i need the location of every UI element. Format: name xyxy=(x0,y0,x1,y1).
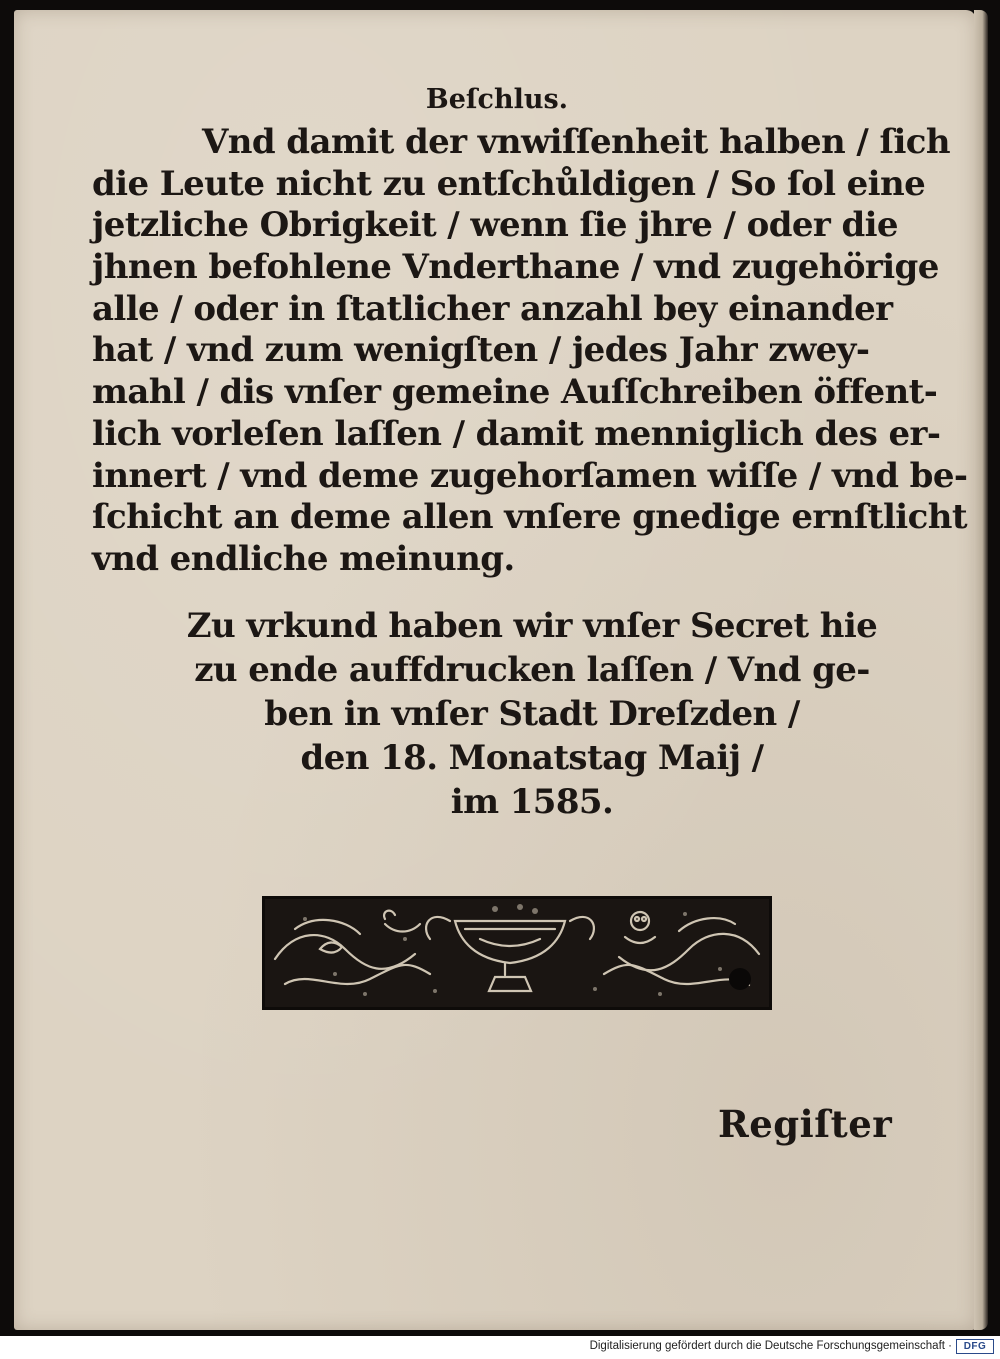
dfg-logo-icon: DFG xyxy=(956,1339,994,1354)
body-line: ſchicht an deme allen vnſere gnedige ernſtlicht xyxy=(92,497,967,538)
body-line: Vnd damit der vnwiſſenheit halben / ſich xyxy=(202,122,951,162)
footer-bar xyxy=(0,1336,1000,1359)
body-line: jhnen befohlene Vnderthane / vnd zugehörige xyxy=(92,247,939,288)
catchword: Regiſter xyxy=(718,1102,893,1146)
closing-line: den 18. Monatstag Maij / xyxy=(300,738,764,778)
closing-line: zu ende auffdrucken laſſen / Vnd ge- xyxy=(194,650,870,690)
body-line: innert / vnd deme zugehorſamen wiſſe / vnd be- xyxy=(92,455,968,496)
body-line: alle / oder in ſtatlicher anzahl bey einander xyxy=(92,288,893,329)
closing-formula xyxy=(92,604,972,824)
body-line: hat / vnd zum wenigſten / jedes Jahr zwey- xyxy=(92,330,870,371)
page-edge xyxy=(974,10,988,1330)
woodcut-ornament xyxy=(262,896,772,1010)
body-line: jetzliche Obrigkeit / wenn ſie jhre / oder die xyxy=(92,205,898,246)
body-line: lich vorleſen laſſen / damit menniglich des er- xyxy=(92,413,941,454)
body-line: vnd endliche meinung. xyxy=(92,538,515,579)
ornament-vase-icon xyxy=(265,899,769,1007)
funding-notice: Digitalisierung gefördert durch die Deutsche Forschungsgemeinschaft · xyxy=(589,1340,952,1352)
closing-line: Zu vrkund haben wir vnſer Secret hie xyxy=(186,606,878,646)
closing-line: ben in vnſer Stadt Dreſzden / xyxy=(264,694,800,734)
body-line: die Leute nicht zu entſchůldigen / So ſol eine xyxy=(92,163,926,204)
main-text-block xyxy=(92,78,968,581)
closing-line: im 1585. xyxy=(450,782,614,822)
section-heading: Beſchlus. xyxy=(425,84,569,115)
body-line: mahl / dis vnſer gemeine Auſſchreiben öffent- xyxy=(92,372,938,413)
